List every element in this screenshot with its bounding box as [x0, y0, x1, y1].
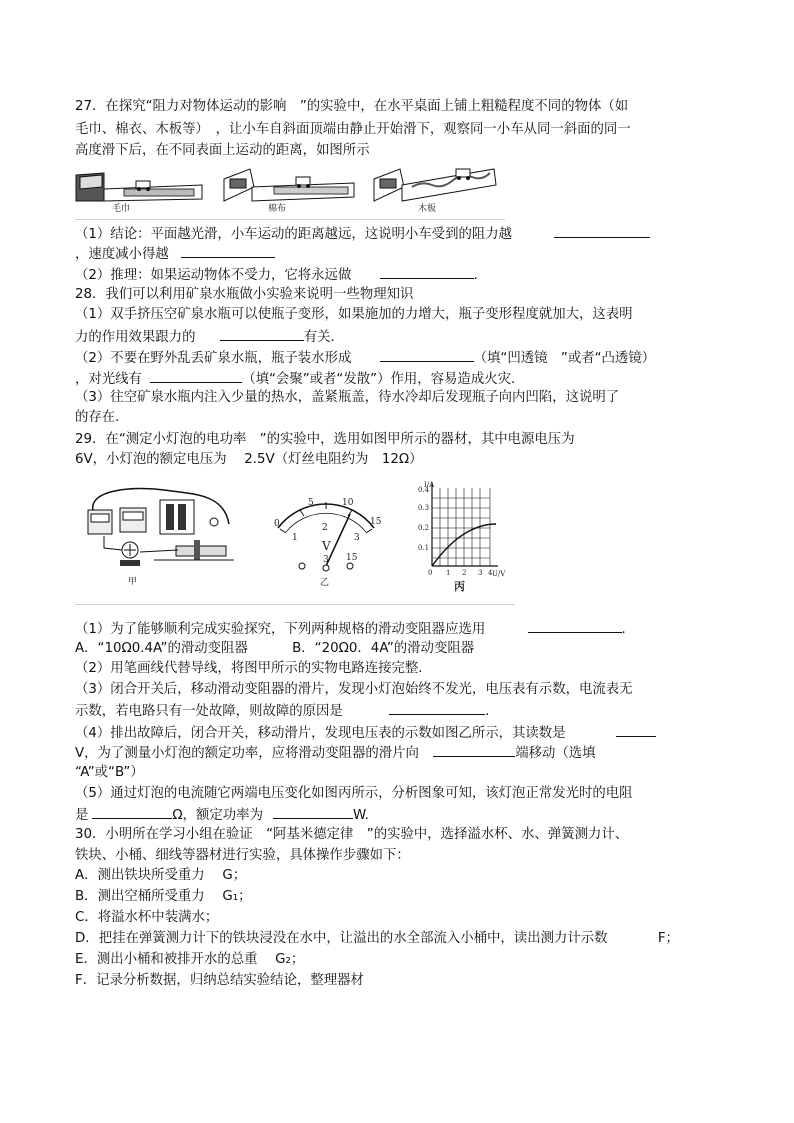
q28-part2-line1: [75, 349, 655, 367]
q29-part5-line2: [75, 806, 369, 824]
meter-tick-0: 0: [274, 519, 280, 529]
divider: [75, 604, 515, 605]
label-cotton: 棉布: [268, 204, 287, 214]
q29-part5-line1: （5）通过灯泡的电流随它两端电压变化如图丙所示，分析图象可知，该灯泡正常发光时的电阻: [75, 786, 633, 801]
bulb-base: [120, 560, 140, 566]
q29-intro-line-2: 6V，小灯泡的额定电压为 2.5V（灯丝电阻约为 12Ω）: [75, 452, 423, 467]
q27-part1-line1: [75, 225, 650, 243]
q28-part1-text: 力的作用效果跟力的: [75, 330, 196, 345]
q28-intro: 28．我们可以利用矿泉水瓶做小实验来说明一些物理知识: [75, 287, 414, 302]
q27-blank-motion[interactable]: [380, 266, 474, 279]
q29-part4-text: （4）排出故障后，闭合开关，移动滑片，发现电压表的示数如图乙所示，其读数是: [75, 726, 566, 741]
fig-yi-label: 乙: [320, 578, 330, 588]
terminal-minus: [299, 563, 305, 569]
q28-blank-light[interactable]: [150, 370, 242, 383]
q29-blank-rheostat[interactable]: [528, 620, 622, 633]
terminal-3-label: 3: [323, 555, 329, 565]
q27-intro-line-1: 27．在探究“阻力对物体运动的影响 ”的实验中，在水平桌面上铺上粗糙程度不同的物体（如: [75, 99, 629, 114]
battery-box: [160, 500, 194, 534]
ramp-towel: [76, 173, 202, 214]
period: .: [485, 704, 490, 719]
meter-inner-2: 2: [322, 523, 328, 533]
q29-part5-mid: Ω，额定功率为: [172, 808, 263, 823]
q28-part2-text-2: ，对光线有: [75, 372, 142, 387]
rheostat: [176, 546, 226, 556]
period: .: [621, 622, 626, 637]
q29-intro-line-1: 29．在“测定小灯泡的电功率 ”的实验中，选用如图甲所示的器材，其中电源电压为: [75, 432, 575, 447]
q28-part2-text: （2）不要在野外乱丢矿泉水瓶，瓶子装水形成: [75, 351, 352, 366]
q30-step-b: B．测出空桶所受重力 G₁；: [75, 889, 252, 904]
q29-part1-text: （1）为了能够顺利完成实验探究，下列两种规格的滑动变阻器应选用: [75, 622, 486, 637]
q29-option-a: A．“10Ω0.4A”的滑动变阻器: [75, 641, 248, 656]
q30-intro-line-2: 铁块、小桶、细线等器材进行实验，具体操作步骤如下：: [75, 848, 410, 863]
fig-jia-label: 甲: [128, 577, 138, 587]
q29-part2-line: （2）用笔画线代替导线，将图甲所示的实物电路连接完整．: [75, 661, 432, 676]
q30-step-a: A．测出铁块所受重力 G；: [75, 868, 247, 883]
meter-v-label: V: [322, 539, 331, 553]
meter-tick-10: 10: [342, 498, 354, 508]
graph-ytick-0.4: 0.4: [418, 486, 430, 494]
q28-part1-line1: （1）双手挤压空矿泉水瓶可以使瓶子变形，如果施加的力增大，瓶子变形程度就加大，这表明: [75, 307, 633, 322]
q28-blank-factor[interactable]: [220, 328, 304, 341]
q29-part4-text-2: V，为了测量小灯泡的额定功率，应将滑动变阻器的滑片向: [75, 746, 419, 761]
q29-option-b: B．“20Ω0．4A”的滑动变阻器: [292, 641, 475, 656]
q30-step-f: F．记录分析数据，归纳总结实验结论，整理器材: [75, 973, 364, 988]
q27-part2-text: （2）推理：如果运动物体不受力，它将永远做: [75, 268, 352, 283]
q29-part4-line2: [75, 744, 596, 762]
ramp-board: [374, 169, 496, 214]
ramp-cotton: [224, 169, 354, 214]
q28-part2-hint: （填“凹透镜 ”或者“凸透镜）: [473, 351, 656, 366]
q30-step-c: C．将溢水杯中装满水；: [75, 910, 219, 925]
q29-blank-power[interactable]: [273, 806, 353, 819]
divider: [75, 219, 505, 220]
q29-part1-line: [75, 620, 626, 638]
fig-bing-label: 丙: [454, 580, 465, 593]
iu-graph-figure-bing: [414, 478, 506, 596]
q29-blank-reading[interactable]: [616, 724, 656, 737]
q27-part2-line: [75, 266, 478, 284]
voltmeter-figure-yi: [266, 488, 386, 588]
period: .: [473, 268, 478, 283]
q29-part5-text: 是: [75, 808, 89, 823]
q29-blank-direction[interactable]: [433, 744, 515, 757]
switch-terminal: [210, 518, 218, 526]
graph-xlabel: U/V: [492, 570, 506, 578]
q28-part2-line2: [75, 370, 524, 388]
q28-blank-lens[interactable]: [380, 349, 474, 362]
q28-part3-line1: （3）往空矿泉水瓶内注入少量的热水，盖紧瓶盖，待水冷却后发现瓶子向内凹陷，这说明了: [75, 390, 620, 405]
q30-step-d: [75, 931, 679, 947]
q27-part1-text-2: ，速度减小得越: [75, 247, 169, 262]
q29-blank-fault[interactable]: [389, 702, 485, 715]
q27-part1-text: （1）结论：平面越光滑，小车运动的距离越远，这说明小车受到的阻力越: [75, 227, 513, 242]
graph-xtick-1: 1: [446, 569, 451, 577]
q27-intro-line-3: 高度滑下后，在不同表面上运动的距离，如图所示: [75, 143, 370, 158]
q27-intro-line-2: 毛巾、棉衣、木板等） ，让小车自斜面顶端由静止开始滑下，观察同一小车从同一斜面的同一: [75, 122, 631, 137]
q27-blank-speed[interactable]: [181, 245, 275, 258]
q29-part5-unit: W.: [352, 808, 369, 823]
q29-part4-line1: [75, 724, 656, 742]
meter-tick-5: 5: [308, 498, 314, 508]
graph-ylabel: I/A: [424, 481, 435, 489]
q28-part1-end: 有关．: [303, 330, 344, 345]
q27-ramp-figure: [74, 165, 504, 217]
q29-part3-line2: [75, 702, 489, 720]
graph-ytick-0.1: 0.1: [418, 544, 430, 552]
terminal-15-label: 15: [346, 553, 358, 563]
q29-part4-line3: “A”或“B”）: [75, 765, 144, 780]
graph-xtick-0: 0: [428, 569, 433, 577]
q30-intro-line-1: 30．小明所在学习小组在验证 “阿基米德定律 ”的实验中，选择溢水杯、水、弹簧测力计、: [75, 827, 629, 842]
q29-part3-text: 示数，若电路只有一处故障，则故障的原因是: [75, 704, 343, 719]
terminal-3: [323, 565, 329, 571]
q28-part1-line2: [75, 328, 344, 346]
q30-step-d-text: D．把挂在弹簧测力计下的铁块浸没在水中，让溢出的水全部流入小桶中，读出测力计示数: [75, 931, 608, 946]
label-board: 木板: [418, 204, 437, 214]
q29-part4-hint: 端移动（选填: [515, 746, 596, 761]
q28-part2-hint-2: （填“会聚”或者“发散”）作用，容易造成火灾．: [242, 372, 525, 387]
terminal-15: [347, 563, 353, 569]
graph-ytick-0.3: 0.3: [418, 504, 430, 512]
meter-tick-15: 15: [370, 517, 382, 527]
q29-blank-resistance[interactable]: [92, 806, 172, 819]
graph-xtick-2: 2: [462, 569, 467, 577]
meter-inner-1: 1: [292, 533, 298, 543]
q30-step-e: E．测出小桶和被排开水的总重 G₂；: [75, 952, 305, 967]
q29-options: [75, 641, 474, 657]
graph-xtick-4: 4: [488, 569, 493, 577]
q30-step-d-end: F；: [657, 931, 679, 946]
meter-inner-3: 3: [354, 533, 360, 543]
q29-part3-line1: （3）闭合开关后，移动滑动变阻器的滑片，发现小灯泡始终不发光，电压表有示数，电流表无: [75, 682, 633, 697]
q27-part1-line2: [75, 245, 275, 263]
q27-blank-resistance[interactable]: [554, 225, 650, 238]
circuit-figure-jia: [74, 484, 234, 590]
q28-part3-line2: 的存在．: [75, 410, 129, 425]
graph-ytick-0.2: 0.2: [418, 524, 430, 532]
label-towel: 毛巾: [112, 204, 131, 214]
graph-xtick-3: 3: [478, 569, 483, 577]
